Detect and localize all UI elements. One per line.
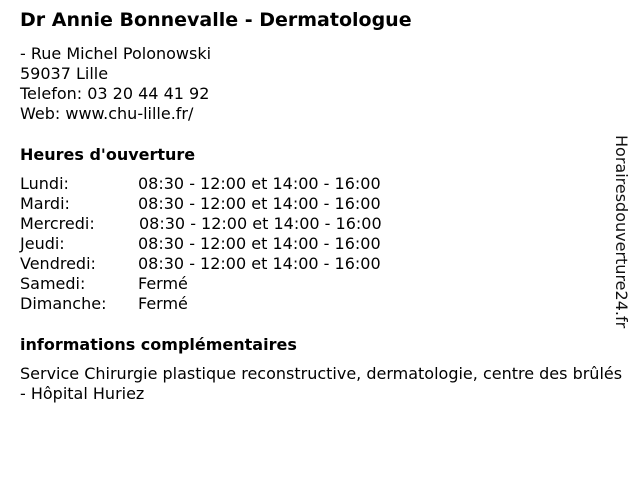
hours-row-jeudi [20, 234, 440, 254]
time-value: 08:30 - 12:00 et 14:00 - 16:00 [138, 234, 381, 253]
time-value: 08:30 - 12:00 et 14:00 - 16:00 [139, 214, 382, 233]
info-heading: informations complémentaires [20, 335, 297, 354]
page-title: Dr Annie Bonnevalle - Dermatologue [20, 9, 412, 31]
time-value: Fermé [138, 274, 188, 293]
day-label: Samedi: [20, 274, 86, 293]
time-value: Fermé [138, 294, 188, 313]
hours-row-vendredi [20, 254, 440, 274]
opening-hours-table [20, 174, 440, 314]
phone-number: Telefon: 03 20 44 41 92 [20, 84, 210, 103]
hours-heading: Heures d'ouverture [20, 145, 196, 164]
hours-row-mardi [20, 194, 440, 214]
address-block [20, 44, 211, 124]
day-label: Mardi: [20, 194, 70, 213]
day-label: Mercredi: [20, 214, 95, 233]
day-label: Jeudi: [20, 234, 65, 253]
website: Web: www.chu-lille.fr/ [20, 104, 194, 123]
city: 59037 Lille [20, 64, 109, 83]
info-description: Service Chirurgie plastique reconstructive, dermatologie, centre des brûlés - Hôpital Huriez [20, 364, 623, 403]
street-address: - Rue Michel Polonowski [20, 44, 212, 63]
time-value: 08:30 - 12:00 et 14:00 - 16:00 [138, 174, 381, 193]
hours-row-samedi [20, 274, 440, 294]
time-value: 08:30 - 12:00 et 14:00 - 16:00 [138, 194, 381, 213]
hours-row-mercredi [20, 214, 440, 234]
day-label: Dimanche: [20, 294, 107, 313]
day-label: Vendredi: [20, 254, 96, 273]
hours-row-dimanche [20, 294, 440, 314]
hours-row-lundi [20, 174, 440, 194]
site-watermark: Horairesdouverture24.fr [612, 135, 631, 329]
time-value: 08:30 - 12:00 et 14:00 - 16:00 [138, 254, 381, 273]
day-label: Lundi: [20, 174, 69, 193]
